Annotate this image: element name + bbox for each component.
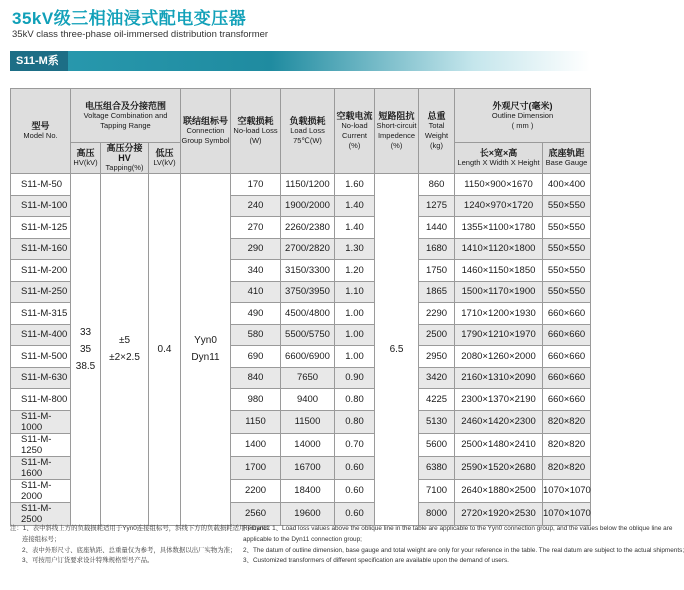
cell-dimension: 1500×1170×1900 — [455, 281, 543, 303]
cell-noload-current: 0.60 — [335, 502, 375, 525]
cell-weight: 2950 — [419, 346, 455, 368]
header-noload-loss: 空载损耗 No-load Loss (W) — [231, 89, 281, 174]
cell-dimension: 1410×1120×1800 — [455, 238, 543, 260]
cell-dimension: 1355×1100×1780 — [455, 217, 543, 239]
cell-base-gauge: 550×550 — [543, 217, 591, 239]
cell-load-loss: 4500/4800 — [281, 303, 335, 325]
cell-base-gauge: 1070×1070 — [543, 502, 591, 525]
cell-noload-current: 1.00 — [335, 303, 375, 325]
series-label: S11-M系列 — [10, 51, 68, 71]
cell-base-gauge: 660×660 — [543, 367, 591, 389]
cell-model: S11-M-800 — [11, 389, 71, 411]
cell-noload-current: 0.90 — [335, 367, 375, 389]
cell-weight: 2500 — [419, 324, 455, 346]
note-line: Remarks: 1、Load loss values above the oblique line in the table are applicable to the Yyn0 connection group, and the values below the oblique line are — [243, 525, 673, 532]
merged-value: ±2×2.5 — [109, 352, 140, 364]
cell-tapping — [101, 174, 149, 526]
cell-base-gauge: 660×660 — [543, 303, 591, 325]
cell-connection-group — [181, 174, 231, 526]
cell-dimension: 1240×970×1720 — [455, 195, 543, 217]
cell-model: S11-M-50 — [11, 174, 71, 196]
note-line: applicable to the Dyn11 connection group; — [243, 535, 362, 543]
header-weight: 总重 Total Weight (kg) — [419, 89, 455, 174]
header-impedance: 短路阻抗 Short-circuit Impedence (%) — [375, 89, 419, 174]
cell-noload-loss: 980 — [231, 389, 281, 411]
cell-model: S11-M-2500 — [11, 502, 71, 525]
cell-noload-loss: 240 — [231, 195, 281, 217]
cell-base-gauge: 550×550 — [543, 195, 591, 217]
cell-lv — [149, 174, 181, 526]
cell-base-gauge: 660×660 — [543, 346, 591, 368]
cell-load-loss: 1900/2000 — [281, 195, 335, 217]
notes-english — [243, 524, 684, 567]
cell-load-loss: 1150/1200 — [281, 174, 335, 196]
cell-noload-current: 0.60 — [335, 479, 375, 502]
cell-load-loss: 11500 — [281, 410, 335, 433]
cell-model: S11-M-200 — [11, 260, 71, 282]
header-gauge: 底座轨距 Base Gauge — [543, 143, 591, 174]
cell-dimension: 2720×1920×2530 — [455, 502, 543, 525]
page-subtitle: 35kV class three-phase oil-immersed distribution transformer — [12, 29, 269, 40]
note-line: 连接组标号； — [22, 535, 61, 543]
cell-load-loss: 18400 — [281, 479, 335, 502]
cell-model: S11-M-250 — [11, 281, 71, 303]
merged-value: 6.5 — [389, 343, 404, 355]
cell-noload-loss: 1700 — [231, 456, 281, 479]
cell-model: S11-M-125 — [11, 217, 71, 239]
cell-weight: 860 — [419, 174, 455, 196]
cell-noload-current: 1.30 — [335, 238, 375, 260]
cell-noload-loss: 580 — [231, 324, 281, 346]
cell-base-gauge: 550×550 — [543, 281, 591, 303]
cell-model: S11-M-160 — [11, 238, 71, 260]
series-banner — [10, 51, 590, 71]
cell-base-gauge: 820×820 — [543, 433, 591, 456]
cell-weight: 8000 — [419, 502, 455, 525]
header-hv: 高压 HV(kV) — [71, 143, 101, 174]
header-lv: 低压 LV(kV) — [149, 143, 181, 174]
cell-noload-loss: 690 — [231, 346, 281, 368]
cell-base-gauge: 550×550 — [543, 260, 591, 282]
header-connection-group: 联结组标号 Connection Group Symbol — [181, 89, 231, 174]
cell-load-loss: 7650 — [281, 367, 335, 389]
note-line: 3、可按用户订货要求设计特殊规格型号产品。 — [22, 557, 154, 565]
cell-noload-loss: 2560 — [231, 502, 281, 525]
cell-weight: 1750 — [419, 260, 455, 282]
cell-model: S11-M-630 — [11, 367, 71, 389]
merged-value: 33 — [79, 326, 92, 338]
cell-model: S11-M-1250 — [11, 433, 71, 456]
header-noload-current: 空载电流 No-load Current (%) — [335, 89, 375, 174]
cell-noload-current: 1.10 — [335, 281, 375, 303]
cell-weight: 1865 — [419, 281, 455, 303]
cell-load-loss: 2260/2380 — [281, 217, 335, 239]
cell-load-loss: 16700 — [281, 456, 335, 479]
cell-noload-loss: 170 — [231, 174, 281, 196]
cell-noload-current: 0.80 — [335, 410, 375, 433]
cell-load-loss: 9400 — [281, 389, 335, 411]
cell-dimension: 2080×1260×2000 — [455, 346, 543, 368]
merged-value: 35 — [79, 343, 92, 355]
cell-noload-loss: 290 — [231, 238, 281, 260]
cell-noload-current: 0.70 — [335, 433, 375, 456]
cell-load-loss: 2700/2820 — [281, 238, 335, 260]
cell-noload-loss: 840 — [231, 367, 281, 389]
note-line: 2、The datum of outline dimension, base gauge and total weight are only for your reference in the table. The real datum are subject to the actual shipments; — [243, 546, 684, 554]
spec-table — [10, 88, 591, 526]
cell-dimension: 2460×1420×2300 — [455, 410, 543, 433]
cell-model: S11-M-400 — [11, 324, 71, 346]
header-lwh: 长×宽×高 Length X Width X Height — [455, 143, 543, 174]
merged-value: Dyn11 — [191, 352, 220, 364]
header-model: 型号 Model No. — [11, 89, 71, 174]
note-line: 2、表中外形尺寸、底座轨距、总重量仅为参考，具体数据以出厂实物为准； — [22, 546, 237, 554]
cell-dimension: 1460×1150×1850 — [455, 260, 543, 282]
cell-dimension: 2160×1310×2090 — [455, 367, 543, 389]
cell-dimension: 2300×1370×2190 — [455, 389, 543, 411]
cell-base-gauge: 660×660 — [543, 324, 591, 346]
cell-noload-current: 0.80 — [335, 389, 375, 411]
cell-noload-loss: 1400 — [231, 433, 281, 456]
header-load-loss: 负载损耗 Load Loss 75℃(W) — [281, 89, 335, 174]
merged-value: 0.4 — [157, 343, 172, 355]
cell-base-gauge: 820×820 — [543, 410, 591, 433]
note-line: 3、Customized transformers of different specification are available upon the demand of users. — [243, 557, 509, 565]
note-line: 注：1、表中斜线上方的负载损耗适用于Yyn0连接组标号，斜线下方的负载损耗适用于Dyn11 — [10, 525, 270, 532]
cell-dimension: 1710×1200×1930 — [455, 303, 543, 325]
merged-value: 38.5 — [75, 360, 96, 372]
header-dimension: 外观尺寸(毫米) Outline Dimension ( mm ) — [455, 89, 591, 143]
cell-noload-loss: 270 — [231, 217, 281, 239]
cell-load-loss: 5500/5750 — [281, 324, 335, 346]
cell-model: S11-M-1000 — [11, 410, 71, 433]
table-row — [11, 174, 591, 196]
cell-noload-current: 1.40 — [335, 195, 375, 217]
cell-noload-loss: 340 — [231, 260, 281, 282]
cell-weight: 4225 — [419, 389, 455, 411]
cell-noload-current: 1.20 — [335, 260, 375, 282]
merged-value: ±5 — [118, 335, 131, 347]
cell-noload-loss: 410 — [231, 281, 281, 303]
header-tapping: 高压分接HV Tapping(%) — [101, 143, 149, 174]
cell-dimension: 2590×1520×2680 — [455, 456, 543, 479]
cell-model: S11-M-315 — [11, 303, 71, 325]
cell-dimension: 2640×1880×2500 — [455, 479, 543, 502]
cell-noload-current: 1.00 — [335, 324, 375, 346]
cell-model: S11-M-1600 — [11, 456, 71, 479]
cell-weight: 5600 — [419, 433, 455, 456]
cell-model: S11-M-500 — [11, 346, 71, 368]
cell-weight: 1440 — [419, 217, 455, 239]
page-title: 35kV级三相油浸式配电变压器 — [12, 9, 247, 28]
cell-noload-current: 0.60 — [335, 456, 375, 479]
merged-value: Yyn0 — [194, 335, 217, 347]
header-voltage: 电压组合及分接范围 Voltage Combination and Tapping Range — [71, 89, 181, 143]
cell-weight: 2290 — [419, 303, 455, 325]
cell-load-loss: 3750/3950 — [281, 281, 335, 303]
cell-dimension: 2500×1480×2410 — [455, 433, 543, 456]
cell-noload-current: 1.00 — [335, 346, 375, 368]
cell-base-gauge: 820×820 — [543, 456, 591, 479]
cell-base-gauge: 1070×1070 — [543, 479, 591, 502]
cell-load-loss: 3150/3300 — [281, 260, 335, 282]
cell-weight: 3420 — [419, 367, 455, 389]
cell-base-gauge: 660×660 — [543, 389, 591, 411]
cell-noload-current: 1.60 — [335, 174, 375, 196]
cell-model: S11-M-100 — [11, 195, 71, 217]
cell-load-loss: 6600/6900 — [281, 346, 335, 368]
cell-noload-loss: 490 — [231, 303, 281, 325]
cell-weight: 5130 — [419, 410, 455, 433]
cell-hv — [71, 174, 101, 526]
cell-weight: 6380 — [419, 456, 455, 479]
cell-weight: 1275 — [419, 195, 455, 217]
cell-base-gauge: 400×400 — [543, 174, 591, 196]
cell-model: S11-M-2000 — [11, 479, 71, 502]
cell-noload-loss: 1150 — [231, 410, 281, 433]
cell-impedance — [375, 174, 419, 526]
cell-noload-loss: 2200 — [231, 479, 281, 502]
cell-base-gauge: 550×550 — [543, 238, 591, 260]
notes-chinese — [10, 524, 270, 567]
cell-weight: 1680 — [419, 238, 455, 260]
cell-dimension: 1150×900×1670 — [455, 174, 543, 196]
cell-weight: 7100 — [419, 479, 455, 502]
cell-dimension: 1790×1210×1970 — [455, 324, 543, 346]
cell-load-loss: 14000 — [281, 433, 335, 456]
cell-noload-current: 1.40 — [335, 217, 375, 239]
cell-load-loss: 19600 — [281, 502, 335, 525]
